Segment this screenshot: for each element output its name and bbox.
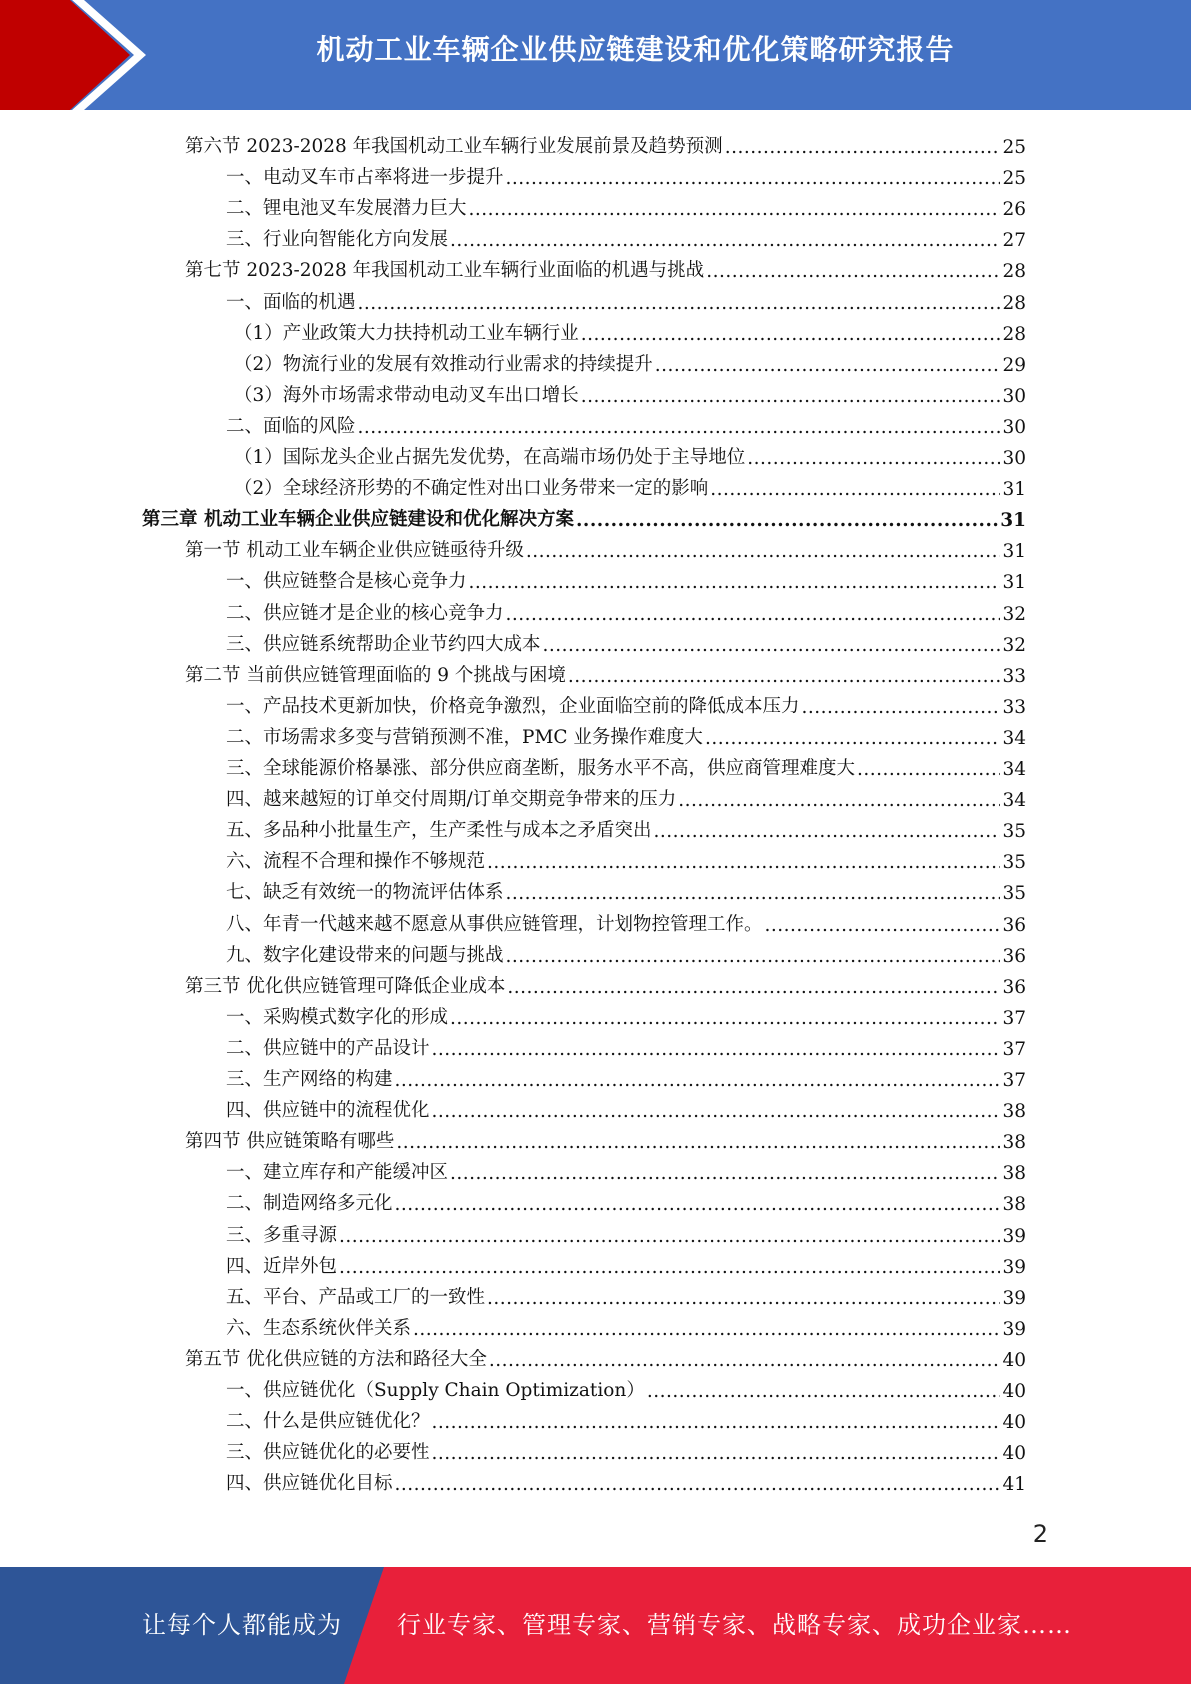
toc-dot-leader [802,697,1001,718]
toc-entry-title: 第七节 2023-2028 年我国机动工业车辆行业面临的机遇与挑战 [185,260,705,282]
toc-subsection-entry[interactable] [226,1217,1026,1247]
footer-slogan-left: 让每个人都能成为 [142,1611,342,1639]
toc-dot-leader [489,1350,1001,1371]
toc-entry-title: 六、流程不合理和操作不够规范 [226,851,486,873]
toc-dot-leader [358,293,1001,314]
toc-section-entry[interactable] [185,1123,1026,1153]
toc-entry-page: 33 [1002,696,1026,718]
toc-entry-title: 四、供应链优化目标 [226,1473,393,1495]
toc-dot-leader [581,386,1001,407]
toc-subsection-entry[interactable] [226,563,1026,593]
toc-entry-page: 36 [1002,914,1026,936]
toc-entry-title: 二、供应链才是企业的核心竞争力 [226,602,504,624]
footer-slogan-right: 行业专家、管理专家、营销专家、战略专家、成功企业家…… [397,1611,1072,1639]
toc-subsection-entry[interactable] [226,595,1026,625]
toc-entry-page: 38 [1002,1101,1026,1123]
toc-dot-leader [450,230,1000,251]
toc-entry-title: （1）产业政策大力扶持机动工业车辆行业 [234,322,579,344]
toc-section-entry[interactable] [185,532,1026,562]
toc-entry-page: 40 [1002,1349,1026,1371]
toc-subsection-entry[interactable] [234,470,1026,500]
toc-entry-title: 第四节 供应链策略有哪些 [185,1131,395,1153]
toc-subsection-entry[interactable] [226,408,1026,438]
toc-section-entry[interactable] [185,252,1026,282]
toc-entry-page: 32 [1002,634,1026,656]
toc-entry-title: （2）全球经济形势的不确定性对出口业务带来一定的影响 [234,478,709,500]
toc-entry-page: 38 [1002,1132,1026,1154]
toc-entry-page: 36 [1002,945,1026,967]
toc-entry-title: 五、多品种小批量生产，生产柔性与成本之矛盾突出 [226,820,652,842]
toc-entry-title: 二、市场需求多变与营销预测不准，PMC 业务操作难度大 [226,726,703,748]
toc-entry-title: 第六节 2023-2028 年我国机动工业车辆行业发展前景及趋势预测 [185,136,723,157]
toc-dot-leader [581,324,1001,345]
toc-entry-title: 四、近岸外包 [226,1255,338,1277]
toc-entry-title: 三、供应链系统帮助企业节约四大成本 [226,633,541,655]
toc-dot-leader [576,510,998,531]
toc-entry-title: 五、平台、产品或工厂的一致性 [226,1286,486,1308]
toc-dot-leader [654,821,1001,842]
toc-entry-page: 40 [1002,1443,1026,1465]
toc-subsection-entry[interactable] [234,439,1026,469]
toc-entry-title: 二、面临的风险 [226,415,356,437]
toc-dot-leader [857,759,1000,780]
toc-entry-title: 四、供应链中的流程优化 [226,1100,430,1122]
toc-entry-page: 37 [1002,1038,1026,1060]
toc-entry-page: 28 [1002,261,1026,283]
toc-entry-page: 27 [1002,230,1026,252]
toc-entry-title: 三、供应链优化的必要性 [226,1442,430,1464]
footer-banner [0,1567,1191,1684]
toc-subsection-entry[interactable] [226,750,1026,780]
toc-dot-leader [747,448,1000,469]
toc-dot-leader [655,355,1001,376]
toc-entry-title: （3）海外市场需求带动电动叉车出口增长 [234,384,579,406]
toc-entry-title: 一、供应链整合是核心竞争力 [226,571,467,593]
toc-dot-leader [413,1319,1000,1340]
toc-subsection-entry[interactable] [226,874,1026,904]
toc-entry-title: 二、什么是供应链优化？ [226,1411,430,1433]
toc-dot-leader [705,728,1001,749]
toc-entry-title: 七、缺乏有效统一的物流评估体系 [226,882,504,904]
toc-entry-title: 一、电动叉车市占率将进一步提升 [226,167,504,189]
toc-subsection-entry[interactable] [226,843,1026,873]
toc-entry-page: 30 [1002,416,1026,438]
toc-dot-leader [358,417,1001,438]
toc-entry-title: 三、全球能源价格暴涨、部分供应商垄断，服务水平不高，供应商管理难度大 [226,758,856,779]
toc-entry-title: 二、锂电池叉车发展潜力巨大 [226,198,467,220]
toc-dot-leader [647,1381,1001,1402]
toc-dot-leader [432,1039,1001,1060]
toc-entry-title: 一、面临的机遇 [226,291,356,313]
toc-subsection-entry[interactable] [226,1279,1026,1309]
toc-entry-page: 31 [1002,479,1026,501]
toc-subsection-entry[interactable] [226,284,1026,314]
report-title: 机动工业车辆企业供应链建设和优化策略研究报告 [316,33,955,66]
toc-dot-leader [506,883,1001,904]
toc-dot-leader [765,915,1001,936]
toc-entry-page: 33 [1002,665,1026,687]
toc-entry-title: 八、年青一代越来越不愿意从事供应链管理，计划物控管理工作。 [226,913,763,935]
toc-subsection-entry[interactable] [226,1092,1026,1122]
toc-entry-page: 31 [1000,510,1026,532]
toc-entry-title: 第五节 优化供应链的方法和路径大全 [185,1348,487,1370]
toc-dot-leader [432,1412,1001,1433]
toc-entry-page: 39 [1002,1256,1026,1278]
toc-entry-page: 35 [1002,821,1026,843]
toc-subsection-entry[interactable] [226,906,1026,936]
toc-subsection-entry[interactable] [226,1030,1026,1060]
toc-subsection-entry[interactable] [226,1434,1026,1464]
page-number: 2 [1032,1520,1048,1548]
toc-dot-leader [450,1008,1000,1029]
toc-entry-page: 30 [1002,385,1026,407]
toc-dot-leader [432,1443,1001,1464]
toc-subsection-entry[interactable] [226,812,1026,842]
toc-dot-leader [469,199,1001,220]
toc-dot-leader [725,137,1001,158]
toc-entry-title: 三、生产网络的构建 [226,1069,393,1090]
toc-subsection-entry[interactable] [226,1465,1026,1495]
toc-subsection-entry[interactable] [226,1403,1026,1433]
toc-entry-page: 34 [1002,759,1026,780]
toc-subsection-entry[interactable] [234,346,1026,376]
toc-entry-title: 九、数字化建设带来的问题与挑战 [226,944,504,966]
toc-entry-page: 32 [1002,603,1026,625]
toc-dot-leader [450,1163,1000,1184]
toc-entry-page: 36 [1002,976,1026,998]
toc-entry-title: 二、制造网络多元化 [226,1193,393,1215]
toc-dot-leader [395,1070,1001,1091]
toc-section-entry[interactable] [185,1341,1026,1371]
toc-subsection-entry[interactable] [226,719,1026,749]
toc-dot-leader [432,1101,1001,1122]
toc-subsection-entry[interactable] [226,1248,1026,1278]
toc-entry-title: （1）国际龙头企业占据先发优势，在高端市场仍处于主导地位 [234,447,746,468]
toc-dot-leader [678,790,1000,811]
toc-entry-page: 35 [1002,883,1026,905]
toc-subsection-entry[interactable] [226,1372,1026,1402]
toc-subsection-entry[interactable] [226,781,1026,811]
toc-dot-leader [568,666,1001,687]
toc-entry-page: 30 [1002,448,1026,469]
toc-entry-page: 31 [1002,541,1026,563]
toc-dot-leader [710,479,1000,500]
toc-entry-title: 三、多重寻源 [226,1224,338,1246]
toc-subsection-entry[interactable] [226,688,1026,718]
toc-entry-title: 第三章 机动工业车辆企业供应链建设和优化解决方案 [142,509,574,531]
toc-entry-title: 一、建立库存和产能缓冲区 [226,1162,449,1184]
toc-entry-page: 28 [1002,323,1026,345]
toc-subsection-entry[interactable] [226,159,1026,189]
toc-subsection-entry[interactable] [226,1185,1026,1215]
toc-entry-page: 37 [1002,1070,1026,1091]
toc-entry-page: 29 [1002,354,1026,376]
toc-subsection-entry[interactable] [226,190,1026,220]
toc-dot-leader [543,635,1001,656]
toc-entry-page: 37 [1002,1007,1026,1029]
toc-dot-leader [395,1474,1001,1495]
toc-entry-page: 38 [1002,1163,1026,1185]
toc-entry-page: 25 [1002,137,1026,158]
toc-entry-page: 25 [1002,168,1026,190]
toc-entry-title: 第三节 优化供应链管理可降低企业成本 [185,975,506,997]
toc-chapter-entry[interactable] [142,501,1026,531]
toc-entry-page: 41 [1002,1474,1026,1496]
toc-dot-leader [487,1288,1000,1309]
toc-entry-page: 35 [1002,852,1026,874]
toc-entry-page: 39 [1002,1225,1026,1247]
toc-section-entry[interactable] [185,968,1026,998]
toc-entry-page: 28 [1002,292,1026,314]
toc-dot-leader [339,1257,1000,1278]
toc-entry-page: 34 [1002,790,1026,812]
toc-entry-title: 一、供应链优化（Supply Chain Optimization） [226,1380,645,1401]
toc-entry-page: 34 [1002,727,1026,749]
toc-entry-page: 40 [1002,1381,1026,1402]
toc-dot-leader [506,604,1001,625]
toc-entry-page: 39 [1002,1318,1026,1340]
toc-dot-leader [706,261,1000,282]
toc-entry-title: （2）物流行业的发展有效推动行业需求的持续提升 [234,353,653,375]
toc-dot-leader [339,1226,1000,1247]
toc-entry-title: 三、行业向智能化方向发展 [226,229,449,251]
toc-entry-title: 一、采购模式数字化的形成 [226,1006,449,1028]
toc-entry-title: 六、生态系统伙伴关系 [226,1317,412,1339]
toc-dot-leader [507,977,1000,998]
toc-section-entry[interactable] [185,657,1026,687]
toc-dot-leader [506,946,1001,967]
toc-dot-leader [487,852,1000,873]
toc-entry-page: 38 [1002,1194,1026,1216]
toc-entry-title: 二、供应链中的产品设计 [226,1037,430,1059]
toc-entry-title: 第一节 机动工业车辆企业供应链亟待升级 [185,540,524,562]
toc-subsection-entry[interactable] [234,377,1026,407]
toc-subsection-entry[interactable] [226,1154,1026,1184]
toc-subsection-entry[interactable] [226,999,1026,1029]
toc-dot-leader [395,1194,1001,1215]
toc-dot-leader [506,168,1001,189]
toc-entry-page: 26 [1002,199,1026,221]
toc-subsection-entry[interactable] [226,1061,1026,1091]
toc-entry-page: 40 [1002,1412,1026,1434]
toc-subsection-entry[interactable] [226,937,1026,967]
toc-subsection-entry[interactable] [226,221,1026,251]
toc-entry-page: 31 [1002,572,1026,594]
toc-subsection-entry[interactable] [226,626,1026,656]
toc-dot-leader [396,1132,1000,1153]
toc-subsection-entry[interactable] [234,315,1026,345]
toc-entry-title: 第二节 当前供应链管理面临的 9 个挑战与困境 [185,664,566,686]
toc-entry-page: 39 [1002,1287,1026,1309]
toc-dot-leader [469,572,1001,593]
report-header-banner [0,0,1191,110]
toc-subsection-entry[interactable] [226,1310,1026,1340]
toc-entry-title: 一、产品技术更新加快，价格竞争激烈，企业面临空前的降低成本压力 [226,695,800,717]
toc-section-entry[interactable] [185,128,1026,158]
toc-entry-title: 四、越来越短的订单交付周期/订单交期竞争带来的压力 [226,789,677,811]
toc-dot-leader [526,541,1001,562]
